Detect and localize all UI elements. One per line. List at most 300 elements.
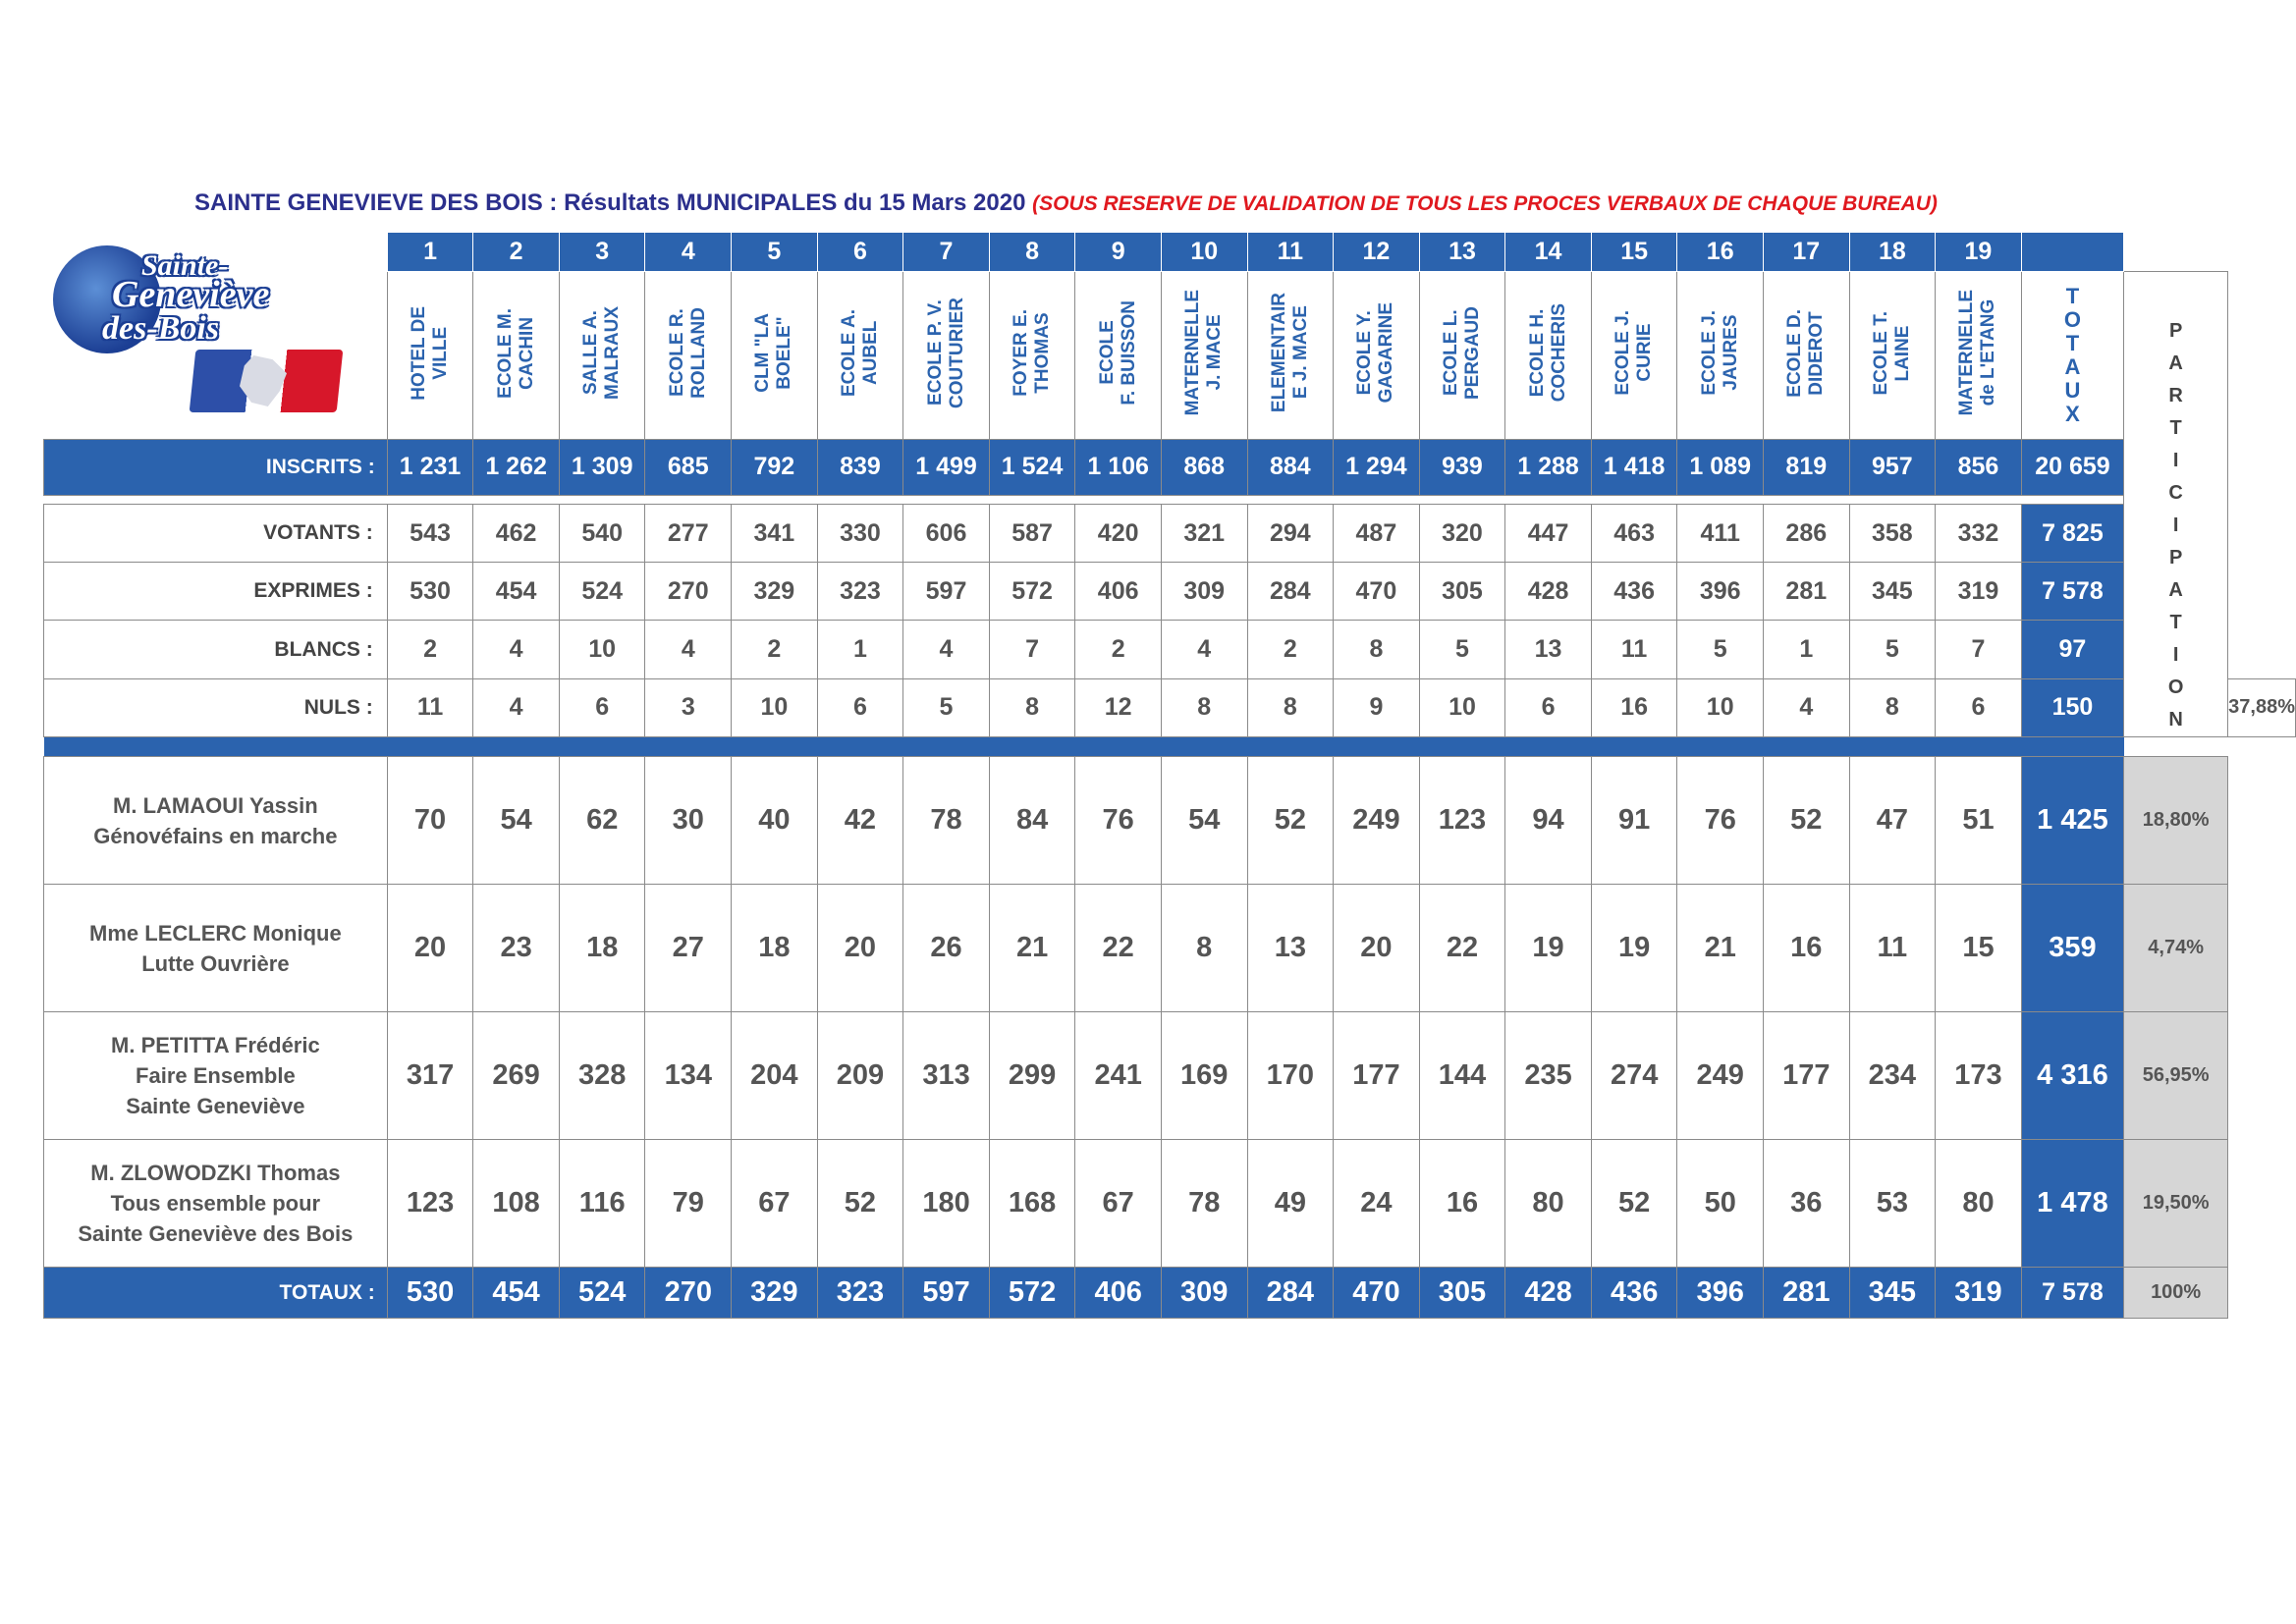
band-cell: [645, 737, 732, 757]
candidate-votes: 249: [1334, 757, 1420, 885]
candidate-votes: 80: [1936, 1140, 2022, 1268]
stat-value: 939: [1419, 439, 1505, 495]
candidate-votes: 52: [817, 1140, 903, 1268]
stat-value: 463: [1591, 504, 1677, 562]
spacer-cell: [1764, 495, 1850, 504]
bureau-number: 15: [1591, 233, 1677, 272]
candidate-votes: 23: [473, 885, 560, 1012]
candidate-votes: 274: [1591, 1012, 1677, 1140]
bureau-name: MATERNELLE J. MACE: [1182, 290, 1226, 416]
band-cell: [989, 737, 1075, 757]
spacer-row: [44, 495, 2296, 504]
candidate-votes: 20: [817, 885, 903, 1012]
stat-row: [44, 621, 2296, 678]
candidate-votes: 16: [1764, 885, 1850, 1012]
separator-band: [44, 737, 2296, 757]
stat-label: INSCRITS :: [44, 439, 388, 495]
bureau-name: ECOLE D. DIDEROT: [1784, 308, 1828, 398]
candidate-votes: 50: [1677, 1140, 1764, 1268]
candidate-votes: 241: [1075, 1012, 1162, 1140]
candidate-votes: 78: [903, 757, 990, 885]
candidate-votes: 52: [1764, 757, 1850, 885]
candidate-total: 359: [2021, 885, 2123, 1012]
candidate-votes: 54: [473, 757, 560, 885]
totaux-value: 406: [1075, 1268, 1162, 1319]
stat-value: 4: [903, 621, 990, 678]
candidate-votes: 204: [732, 1012, 818, 1140]
stat-row: [44, 678, 2296, 736]
logo-text-line1: Sainte-: [141, 249, 229, 282]
stat-value: 10: [732, 678, 818, 736]
bureau-name-cell: [559, 272, 645, 440]
stat-value: 9: [1334, 678, 1420, 736]
stat-value: 454: [473, 563, 560, 621]
totaux-label: TOTAUX :: [44, 1268, 388, 1319]
stat-value: 792: [732, 439, 818, 495]
stat-value: 587: [989, 504, 1075, 562]
stat-value: 411: [1677, 504, 1764, 562]
candidate-votes: 76: [1075, 757, 1162, 885]
totaux-total: 7 578: [2021, 1268, 2123, 1319]
spacer-cell: [473, 495, 560, 504]
stat-value: 341: [732, 504, 818, 562]
stat-value: 6: [1505, 678, 1592, 736]
bureau-name-cell: [1247, 272, 1334, 440]
totaux-value: 270: [645, 1268, 732, 1319]
stat-value: 436: [1591, 563, 1677, 621]
band-cell: [1677, 737, 1764, 757]
stat-value: 332: [1936, 504, 2022, 562]
candidate-votes: 70: [387, 757, 473, 885]
totaux-value: 530: [387, 1268, 473, 1319]
stat-value: 11: [387, 678, 473, 736]
band-cell: [1505, 737, 1592, 757]
stat-value: 543: [387, 504, 473, 562]
stat-value: 606: [903, 504, 990, 562]
stat-value: 524: [559, 563, 645, 621]
totaux-value: 284: [1247, 1268, 1334, 1319]
stat-value: 1 294: [1334, 439, 1420, 495]
band-cell: [1764, 737, 1850, 757]
candidate-votes: 18: [732, 885, 818, 1012]
bureau-number: 2: [473, 233, 560, 272]
candidate-votes: 42: [817, 757, 903, 885]
bureau-name-cell: [1849, 272, 1936, 440]
spacer-cell: [1505, 495, 1592, 504]
candidate-votes: 180: [903, 1140, 990, 1268]
spacer-cell: [2021, 495, 2123, 504]
band-cell: [1849, 737, 1936, 757]
candidate-votes: 18: [559, 885, 645, 1012]
candidate-votes: 21: [989, 885, 1075, 1012]
candidate-votes: 235: [1505, 1012, 1592, 1140]
band-cell: [387, 737, 473, 757]
spacer-cell: [1936, 495, 2022, 504]
candidate-votes: 47: [1849, 757, 1936, 885]
stat-value: 286: [1764, 504, 1850, 562]
stat-value: 8: [989, 678, 1075, 736]
stat-value: 1 106: [1075, 439, 1162, 495]
totaux-value: 345: [1849, 1268, 1936, 1319]
totaux-value: 470: [1334, 1268, 1420, 1319]
candidate-row: [44, 1012, 2296, 1140]
band-cell: [732, 737, 818, 757]
bureau-name: SALLE A. MALRAUX: [580, 305, 624, 400]
bureau-name-cell: [387, 272, 473, 440]
totaux-value: 305: [1419, 1268, 1505, 1319]
band-cell: [473, 737, 560, 757]
stat-value: 4: [473, 678, 560, 736]
stat-value: 5: [903, 678, 990, 736]
blank-corner: [2124, 233, 2228, 272]
bureau-number: 3: [559, 233, 645, 272]
candidate-votes: 27: [645, 885, 732, 1012]
stat-value: 470: [1334, 563, 1420, 621]
stat-value: 420: [1075, 504, 1162, 562]
spacer-cell: [44, 495, 388, 504]
title-main: SAINTE GENEVIEVE DES BOIS : Résultats MUNICIPALES du 15 Mars 2020: [194, 189, 1026, 216]
candidate-votes: 234: [1849, 1012, 1936, 1140]
candidate-votes: 19: [1505, 885, 1592, 1012]
candidate-row: [44, 757, 2296, 885]
stat-value: 1 499: [903, 439, 990, 495]
bureau-name-cell: [1677, 272, 1764, 440]
candidate-votes: 328: [559, 1012, 645, 1140]
logo-cell: [44, 233, 388, 272]
band-cell: [1161, 737, 1247, 757]
stat-value: 345: [1849, 563, 1936, 621]
candidate-votes: 170: [1247, 1012, 1334, 1140]
bureau-number: 13: [1419, 233, 1505, 272]
bureau-number: 16: [1677, 233, 1764, 272]
bureau-number: 11: [1247, 233, 1334, 272]
totaux-value: 329: [732, 1268, 818, 1319]
stat-value: 5: [1419, 621, 1505, 678]
candidate-votes: 67: [1075, 1140, 1162, 1268]
stat-value: 270: [645, 563, 732, 621]
candidate-votes: 54: [1161, 757, 1247, 885]
totaux-value: 597: [903, 1268, 990, 1319]
stat-value: 2: [1247, 621, 1334, 678]
bureau-name: ECOLE H. COCHERIS: [1526, 303, 1569, 403]
candidate-name: M. ZLOWODZKI Thomas Tous ensemble pour Sainte Geneviève des Bois: [44, 1140, 388, 1268]
stat-value: 4: [1764, 678, 1850, 736]
bureau-number: 14: [1505, 233, 1592, 272]
band-cell: [1936, 737, 2022, 757]
candidate-votes: 52: [1247, 757, 1334, 885]
candidate-votes: 123: [1419, 757, 1505, 885]
bureau-name: ECOLE A. AUBEL: [838, 308, 881, 397]
band-cell: [2021, 737, 2123, 757]
stat-value: 284: [1247, 563, 1334, 621]
participation-header: P A R T I C I P A T I O N: [2124, 272, 2228, 737]
stat-value: 1: [817, 621, 903, 678]
stat-total: 7 825: [2021, 504, 2123, 562]
spacer-cell: [1075, 495, 1162, 504]
bureau-name: ECOLE Y. GAGARINE: [1354, 302, 1397, 404]
candidate-percent: 56,95%: [2124, 1012, 2228, 1140]
stat-value: 4: [473, 621, 560, 678]
candidate-votes: 177: [1764, 1012, 1850, 1140]
stat-value: 329: [732, 563, 818, 621]
stat-value: 10: [1677, 678, 1764, 736]
bureau-name: ECOLE J. CURIE: [1613, 310, 1656, 396]
stat-value: 8: [1849, 678, 1936, 736]
candidate-votes: 13: [1247, 885, 1334, 1012]
stat-total: 7 578: [2021, 563, 2123, 621]
logo-text-line2: Geneviève: [112, 274, 270, 315]
stat-value: 321: [1161, 504, 1247, 562]
totaux-header: T O T A U X: [2021, 272, 2123, 440]
stat-value: 277: [645, 504, 732, 562]
bureau-name: CLM "LA BOELE": [752, 313, 795, 393]
stat-label: EXPRIMES :: [44, 563, 388, 621]
candidate-votes: 53: [1849, 1140, 1936, 1268]
stat-value: 839: [817, 439, 903, 495]
candidate-votes: 313: [903, 1012, 990, 1140]
candidate-votes: 22: [1075, 885, 1162, 1012]
stat-value: 358: [1849, 504, 1936, 562]
candidate-votes: 134: [645, 1012, 732, 1140]
stat-row: [44, 504, 2296, 562]
candidate-votes: 94: [1505, 757, 1592, 885]
stat-value: 281: [1764, 563, 1850, 621]
band-gap: [2124, 737, 2228, 757]
candidate-votes: 91: [1591, 757, 1677, 885]
stat-row-inscrits: [44, 439, 2296, 495]
candidate-votes: 108: [473, 1140, 560, 1268]
candidate-votes: 20: [1334, 885, 1420, 1012]
spacer-cell: [989, 495, 1075, 504]
band-cell: [44, 737, 388, 757]
stat-value: 396: [1677, 563, 1764, 621]
bureau-number: 17: [1764, 233, 1850, 272]
stat-value: 305: [1419, 563, 1505, 621]
candidate-votes: 16: [1419, 1140, 1505, 1268]
stat-value: 447: [1505, 504, 1592, 562]
stat-value: 8: [1247, 678, 1334, 736]
stat-value: 957: [1849, 439, 1936, 495]
spacer-cell: [1161, 495, 1247, 504]
candidate-votes: 22: [1419, 885, 1505, 1012]
stat-total: 20 659: [2021, 439, 2123, 495]
band-cell: [1419, 737, 1505, 757]
stat-value: 10: [559, 621, 645, 678]
stat-value: 8: [1334, 621, 1420, 678]
totaux-value: 323: [817, 1268, 903, 1319]
stat-value: 856: [1936, 439, 2022, 495]
totaux-value: 428: [1505, 1268, 1592, 1319]
stat-value: 572: [989, 563, 1075, 621]
bureau-name: ELEMENTAIR E J. MACE: [1268, 293, 1311, 413]
candidate-votes: 15: [1936, 885, 2022, 1012]
candidate-total: 4 316: [2021, 1012, 2123, 1140]
candidate-votes: 21: [1677, 885, 1764, 1012]
candidate-votes: 40: [732, 757, 818, 885]
stat-value: 6: [1936, 678, 2022, 736]
candidate-votes: 173: [1936, 1012, 2022, 1140]
band-cell: [1334, 737, 1420, 757]
bureau-name: FOYER E. THOMAS: [1011, 309, 1054, 397]
bureau-number: 5: [732, 233, 818, 272]
stat-value: 428: [1505, 563, 1592, 621]
stat-label: VOTANTS :: [44, 504, 388, 562]
stat-label: BLANCS :: [44, 621, 388, 678]
candidate-votes: 52: [1591, 1140, 1677, 1268]
bureau-name-cell: [1505, 272, 1592, 440]
totaux-value: 524: [559, 1268, 645, 1319]
stat-total: 150: [2021, 678, 2123, 736]
bureau-name: ECOLE F. BUISSON: [1096, 300, 1139, 406]
spacer-cell: [387, 495, 473, 504]
bureau-name-cell: [1764, 272, 1850, 440]
stat-value: 6: [559, 678, 645, 736]
candidate-percent: 19,50%: [2124, 1140, 2228, 1268]
candidate-row: [44, 1140, 2296, 1268]
stat-value: 7: [1936, 621, 2022, 678]
candidate-votes: 123: [387, 1140, 473, 1268]
stat-value: 320: [1419, 504, 1505, 562]
candidate-votes: 20: [387, 885, 473, 1012]
stat-value: 487: [1334, 504, 1420, 562]
totaux-value: 454: [473, 1268, 560, 1319]
stat-value: 819: [1764, 439, 1850, 495]
candidate-votes: 79: [645, 1140, 732, 1268]
spacer-cell: [1849, 495, 1936, 504]
bureau-number: 7: [903, 233, 990, 272]
candidate-votes: 76: [1677, 757, 1764, 885]
candidate-votes: 78: [1161, 1140, 1247, 1268]
candidate-votes: 84: [989, 757, 1075, 885]
bureau-name-cell: [645, 272, 732, 440]
bureau-name: HOTEL DE VILLE: [409, 305, 452, 401]
bureau-number: 10: [1161, 233, 1247, 272]
candidate-name: M. LAMAOUI Yassin Génovéfains en marche: [44, 757, 388, 885]
candidate-votes: 80: [1505, 1140, 1592, 1268]
candidate-votes: 26: [903, 885, 990, 1012]
candidate-votes: 144: [1419, 1012, 1505, 1140]
spacer-cell: [903, 495, 990, 504]
stat-value: 868: [1161, 439, 1247, 495]
totaux-value: 436: [1591, 1268, 1677, 1319]
spacer-cell: [817, 495, 903, 504]
stat-value: 5: [1849, 621, 1936, 678]
candidate-votes: 36: [1764, 1140, 1850, 1268]
totaux-value: 309: [1161, 1268, 1247, 1319]
bureau-name: ECOLE P. V. COUTURIER: [924, 297, 967, 408]
bureau-name: ECOLE M. CACHIN: [494, 307, 537, 399]
totaux-value: 396: [1677, 1268, 1764, 1319]
stat-value: 2: [387, 621, 473, 678]
bureau-name: ECOLE L. PERGAUD: [1440, 305, 1483, 400]
stat-value: 1 262: [473, 439, 560, 495]
logo-cell-2: [44, 272, 388, 440]
bureau-number: 6: [817, 233, 903, 272]
candidate-votes: 67: [732, 1140, 818, 1268]
stat-value: 8: [1161, 678, 1247, 736]
candidate-votes: 8: [1161, 885, 1247, 1012]
bureau-name-cell: [1075, 272, 1162, 440]
stat-value: 597: [903, 563, 990, 621]
bureau-number: 9: [1075, 233, 1162, 272]
candidate-votes: 49: [1247, 1140, 1334, 1268]
bureau-number: 8: [989, 233, 1075, 272]
participation-value: 37,88%: [2228, 678, 2296, 736]
stat-value: 1 231: [387, 439, 473, 495]
spacer-cell: [1247, 495, 1334, 504]
candidate-votes: 269: [473, 1012, 560, 1140]
stat-value: 406: [1075, 563, 1162, 621]
candidate-votes: 51: [1936, 757, 2022, 885]
stat-value: 1 309: [559, 439, 645, 495]
stat-label: NULS :: [44, 678, 388, 736]
stat-value: 5: [1677, 621, 1764, 678]
stat-value: 323: [817, 563, 903, 621]
bureau-name-cell: [1419, 272, 1505, 440]
stat-value: 16: [1591, 678, 1677, 736]
bureau-name-row: [44, 272, 2296, 440]
bureau-name: ECOLE J. JAURES: [1698, 310, 1741, 396]
stat-value: 462: [473, 504, 560, 562]
candidate-votes: 249: [1677, 1012, 1764, 1140]
spacer-cell: [1677, 495, 1764, 504]
stat-value: 1: [1764, 621, 1850, 678]
stat-total: 97: [2021, 621, 2123, 678]
stat-value: 2: [1075, 621, 1162, 678]
candidate-votes: 116: [559, 1140, 645, 1268]
bureau-number: 19: [1936, 233, 2022, 272]
bureau-name-cell: [473, 272, 560, 440]
stat-value: 1 418: [1591, 439, 1677, 495]
stat-value: 309: [1161, 563, 1247, 621]
bureau-name-cell: [817, 272, 903, 440]
stat-value: 13: [1505, 621, 1592, 678]
spacer-cell: [645, 495, 732, 504]
band-cell: [817, 737, 903, 757]
candidate-votes: 209: [817, 1012, 903, 1140]
totaux-row: [44, 1268, 2296, 1319]
bureau-number: 12: [1334, 233, 1420, 272]
candidate-percent: 18,80%: [2124, 757, 2228, 885]
totaux-percent: 100%: [2124, 1268, 2228, 1319]
candidate-votes: 168: [989, 1140, 1075, 1268]
stat-value: 4: [1161, 621, 1247, 678]
candidate-total: 1 425: [2021, 757, 2123, 885]
candidate-votes: 19: [1591, 885, 1677, 1012]
stat-value: 11: [1591, 621, 1677, 678]
stat-value: 1 524: [989, 439, 1075, 495]
candidate-votes: 62: [559, 757, 645, 885]
totaux-value: 319: [1936, 1268, 2022, 1319]
page-title: [194, 189, 2276, 217]
candidate-name: M. PETITTA Frédéric Faire Ensemble Sainte Geneviève: [44, 1012, 388, 1140]
stat-value: 330: [817, 504, 903, 562]
candidate-votes: 30: [645, 757, 732, 885]
totaux-value: 572: [989, 1268, 1075, 1319]
stat-value: 685: [645, 439, 732, 495]
bureau-number: 18: [1849, 233, 1936, 272]
bureau-name-cell: [1936, 272, 2022, 440]
totaux-number-cell: [2021, 233, 2123, 272]
title-note: (SOUS RESERVE DE VALIDATION DE TOUS LES PROCES VERBAUX DE CHAQUE BUREAU): [1032, 192, 1938, 215]
bureau-name-cell: [1591, 272, 1677, 440]
totaux-value: 281: [1764, 1268, 1850, 1319]
band-cell: [1247, 737, 1334, 757]
candidate-votes: 11: [1849, 885, 1936, 1012]
bureau-name-cell: [1161, 272, 1247, 440]
candidate-votes: 317: [387, 1012, 473, 1140]
bureau-name-cell: [903, 272, 990, 440]
